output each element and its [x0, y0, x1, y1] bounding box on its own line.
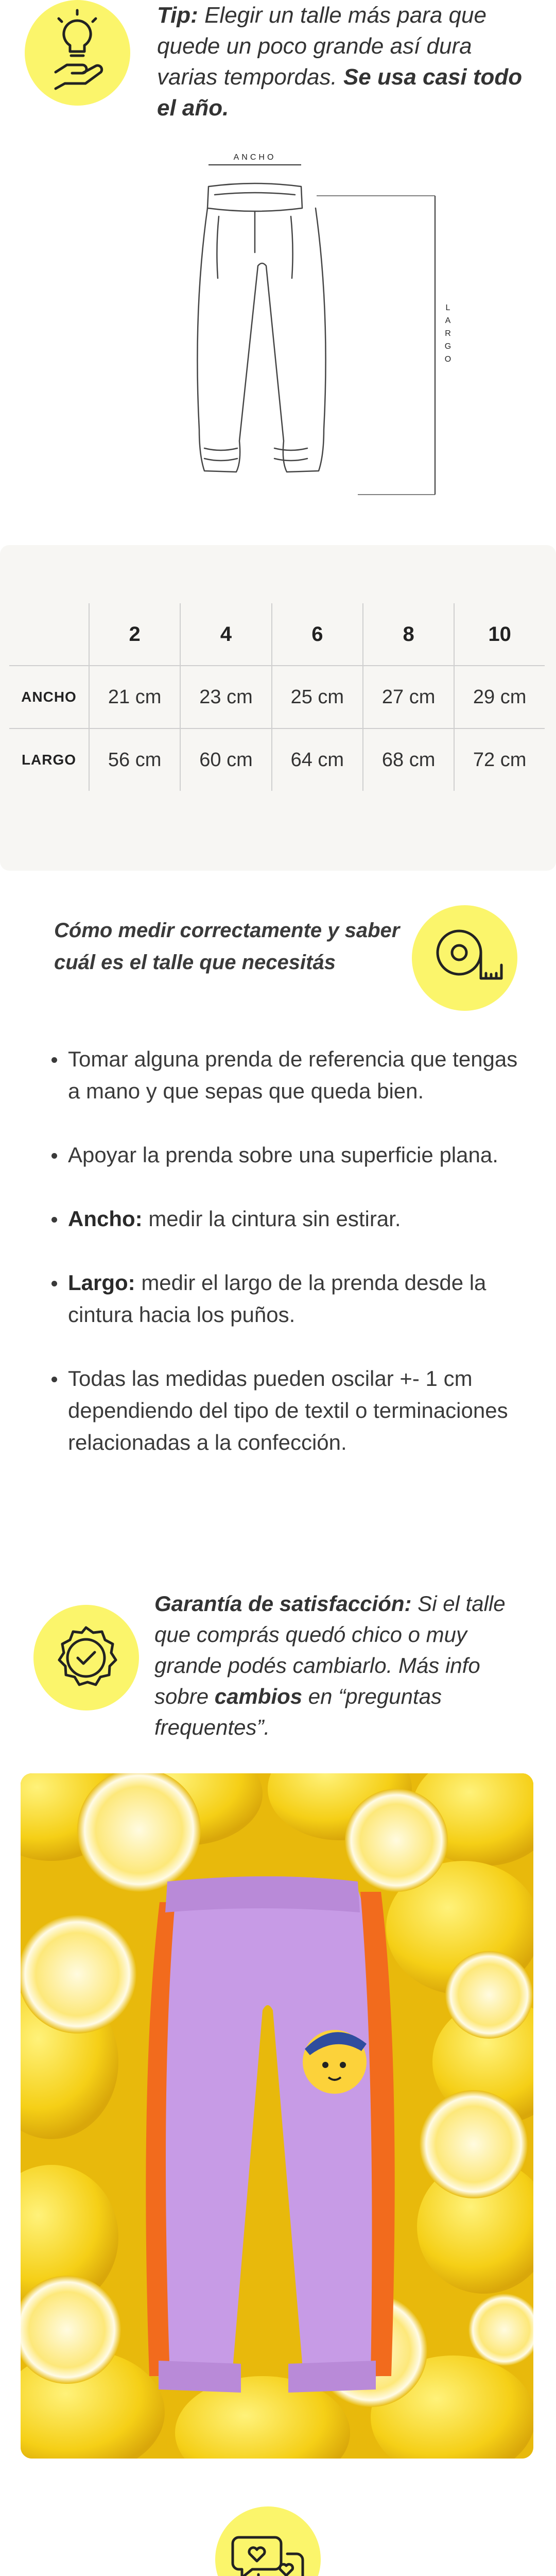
- table-cell: 72 cm: [454, 728, 545, 791]
- size-header: 6: [272, 603, 363, 666]
- tip-text: Elegir un talle más para que quede un poco grande así dura varias tempordas.: [157, 3, 486, 90]
- list-item: Apoyar la prenda sobre una superficie plana.: [31, 1139, 525, 1171]
- tip-label: Tip:: [157, 3, 198, 28]
- svg-text:L: L: [445, 303, 450, 312]
- measure-instructions-list: [31, 1043, 525, 1490]
- diagram-length-label: [445, 303, 451, 364]
- lilac-jogger-on-lemons: [21, 1773, 533, 2459]
- table-cell: 29 cm: [454, 666, 545, 728]
- pants-measurement-diagram: [183, 149, 471, 510]
- svg-text:O: O: [444, 355, 451, 364]
- diagram-width-label: ANCHO: [233, 153, 276, 162]
- lightbulb-hand-icon: [25, 0, 130, 106]
- svg-text:G: G: [444, 342, 451, 351]
- list-item: Largo: medir el largo de la prenda desde la cintura hacia los puños.: [31, 1267, 525, 1331]
- sizing-tip: [157, 0, 528, 124]
- list-item: Tomar alguna prenda de referencia que tengas a mano y que sepas que queda bien.: [31, 1043, 525, 1107]
- size-header-row: [9, 603, 545, 666]
- tip-bold-text: Se usa casi todo el año.: [157, 64, 523, 121]
- row-label: ANCHO: [9, 666, 89, 728]
- chat-hearts-icon: [215, 2506, 321, 2576]
- table-row: [9, 728, 545, 791]
- product-photo: [21, 1773, 533, 2459]
- table-cell: 64 cm: [272, 728, 363, 791]
- table-cell: 27 cm: [363, 666, 454, 728]
- table-cell: 21 cm: [89, 666, 180, 728]
- size-header: 10: [454, 603, 545, 666]
- table-cell: 25 cm: [272, 666, 363, 728]
- size-table: [9, 603, 545, 791]
- pants-outline: [197, 183, 325, 472]
- table-cell: 60 cm: [180, 728, 271, 791]
- svg-text:R: R: [445, 329, 451, 338]
- measuring-tape-icon: [412, 905, 517, 1011]
- table-cell: 23 cm: [180, 666, 271, 728]
- measure-title: Cómo medir correctamente y saber cuál es el talle que necesitás: [54, 919, 400, 974]
- list-item: Ancho: medir la cintura sin estirar.: [31, 1203, 525, 1235]
- size-header: 8: [363, 603, 454, 666]
- table-cell: 56 cm: [89, 728, 180, 791]
- size-header: 2: [89, 603, 180, 666]
- size-header: 4: [180, 603, 271, 666]
- list-item: Todas las medidas pueden oscilar +- 1 cm dependiendo del tipo de textil o terminaciones relacionadas a la confección.: [31, 1363, 525, 1459]
- guarantee-label: Garantía de satisfacción:: [154, 1591, 412, 1616]
- badge-check-icon: [33, 1605, 139, 1710]
- row-label: LARGO: [9, 728, 89, 791]
- size-table-card: [0, 545, 556, 871]
- svg-text:A: A: [445, 316, 451, 325]
- exchanges-link[interactable]: cambios: [214, 1684, 303, 1708]
- table-cell: 68 cm: [363, 728, 454, 791]
- satisfaction-guarantee: Garantía de satisfacción: Si el talle que comprás quedó chico o muy grande podés cambiarlo. Más info sobre cambios en “preguntas frequentes”.: [154, 1591, 506, 1739]
- table-row: [9, 666, 545, 728]
